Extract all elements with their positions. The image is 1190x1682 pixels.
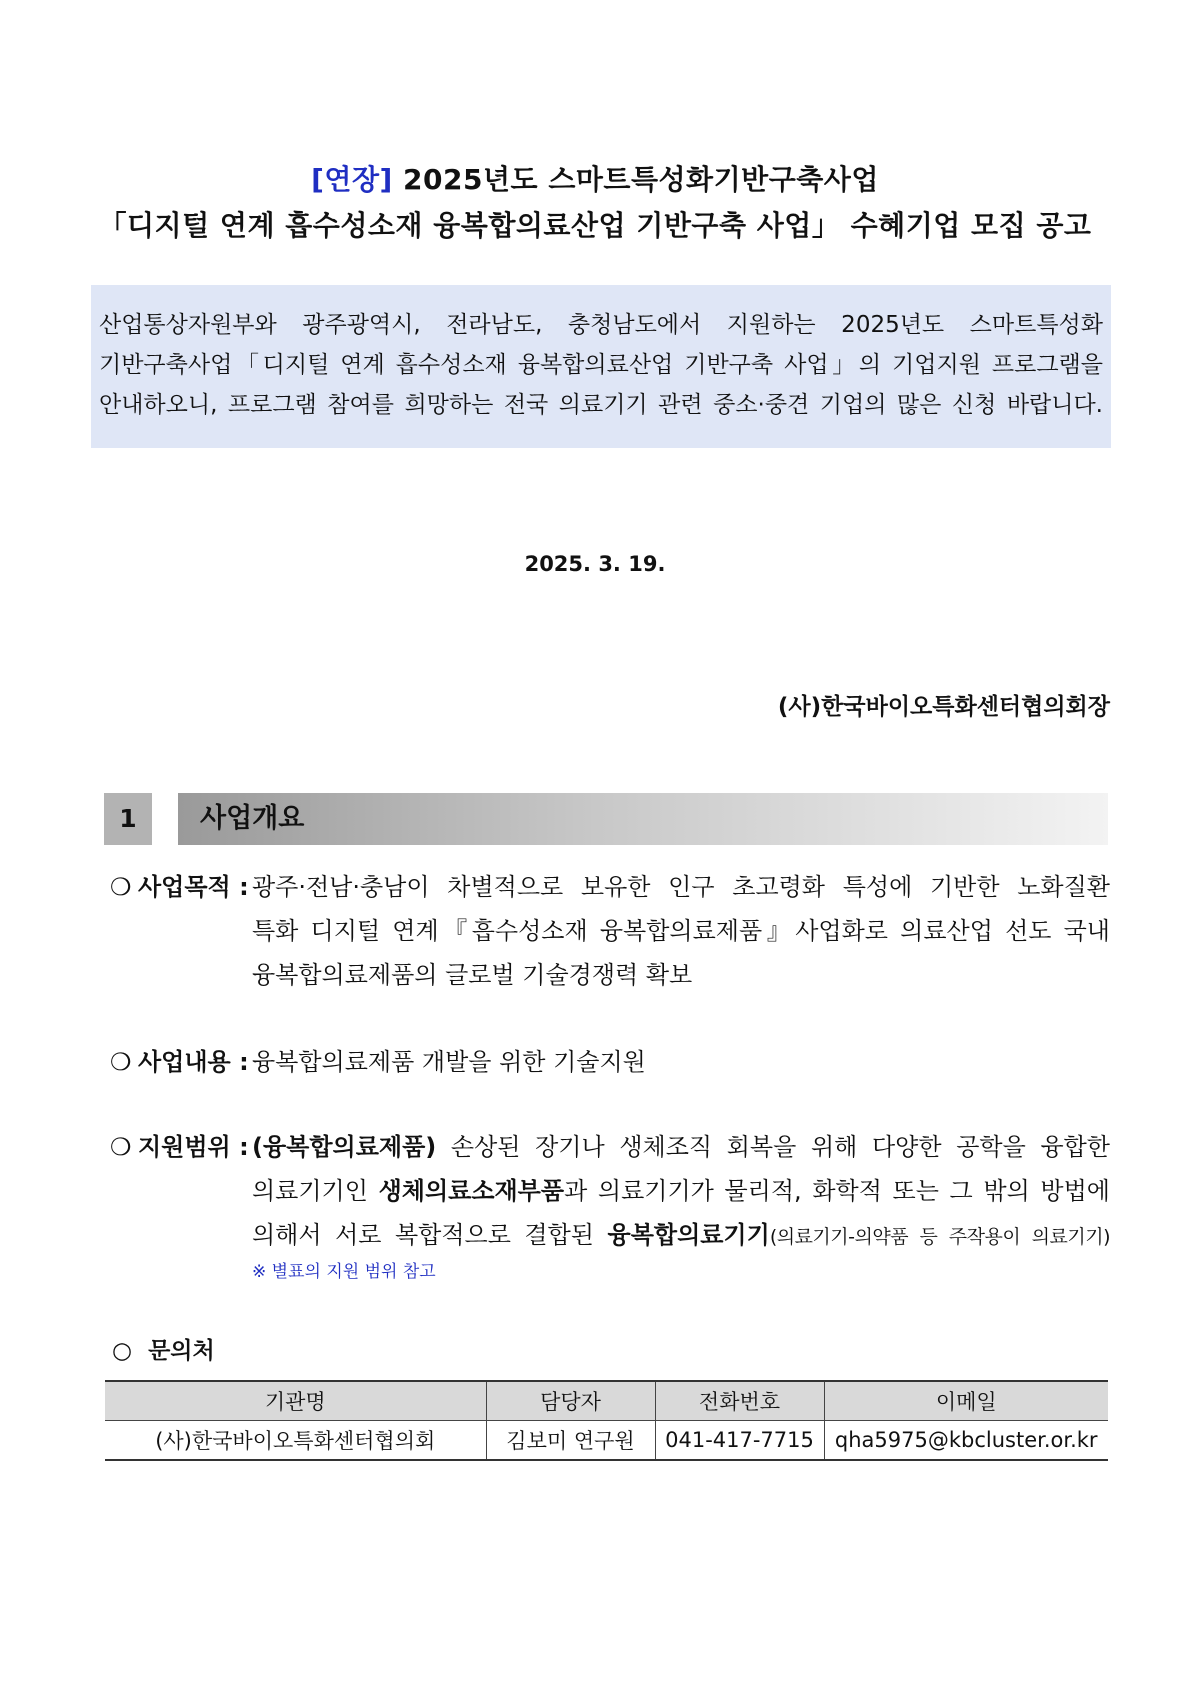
notice-title-line2: 「디지털 연계 흡수성소재 융복합의료산업 기반구축 사업」 수혜기업 모집 공고 <box>98 209 1092 242</box>
scope-note: ※ 별표의 지원 범위 참고 <box>252 1262 436 1282</box>
circle-bullet-icon: ○ <box>112 1338 133 1364</box>
table-cell-organization: (사)한국바이오특화센터협의회 <box>105 1421 486 1461</box>
scope-bold-term: 생체의료소재부품 <box>378 1177 565 1205</box>
item-content <box>110 1040 1110 1084</box>
item-line <box>252 1125 1110 1169</box>
scope-bold-term: 융복합의료기기 <box>607 1221 770 1249</box>
scope-text: 의해서 서로 복합적으로 결합된 <box>252 1221 608 1249</box>
notice-title-line1 <box>0 158 1190 198</box>
scope-text: 과 의료기기가 물리적, 화학적 또는 그 밖의 방법에 <box>564 1177 1110 1205</box>
item-line: 특화 디지털 연계『흡수성소재 융복합의료제품』사업화로 의료산업 선도 국내 <box>252 917 1110 945</box>
scope-text: 의료기기인 <box>252 1177 379 1205</box>
intro-box <box>91 285 1111 448</box>
table-cell-email: qha5975@kbcluster.or.kr <box>824 1421 1108 1461</box>
contact-title: 문의처 <box>148 1338 215 1364</box>
item-text: 융복합의료제품 개발을 위한 기술지원 <box>252 1048 646 1076</box>
table-cell-phone: 041-417-7715 <box>655 1421 824 1461</box>
bullet-icon: ❍ <box>110 1048 132 1076</box>
item-body <box>252 1125 1110 1285</box>
item-purpose <box>110 865 1110 1000</box>
item-label: 사업목적 : <box>138 873 249 901</box>
issuer-organization: (사)한국바이오특화센터협의회장 <box>777 694 1110 720</box>
notice-date: 2025. 3. 19. <box>524 552 666 576</box>
intro-line: 안내하오니, 프로그램 참여를 희망하는 전국 의료기기 관련 중소·중견 기업의 많은 신청 바랍니다. <box>99 392 1103 418</box>
contact-heading <box>112 1332 215 1365</box>
table-header-cell: 전화번호 <box>655 1381 824 1421</box>
table-header-row <box>105 1381 1108 1421</box>
table-row <box>105 1421 1108 1461</box>
title-line1-text: 2025년도 스마트특성화기반구축사업 <box>392 163 879 196</box>
section-title: 사업개요 <box>200 803 305 834</box>
contact-table <box>105 1380 1108 1461</box>
item-line <box>252 1213 1110 1259</box>
item-label: 지원범위 : <box>138 1133 249 1161</box>
item-label: 사업내용 : <box>138 1048 249 1076</box>
item-body <box>252 865 1110 997</box>
section-header-bar <box>178 793 1108 845</box>
table-header-cell: 이메일 <box>824 1381 1108 1421</box>
intro-line: 산업통상자원부와 광주광역시, 전라남도, 충청남도에서 지원하는 2025년도 스마트특성화 <box>99 312 1103 338</box>
bullet-icon: ❍ <box>110 873 132 901</box>
intro-line: 기반구축사업「디지털 연계 흡수성소재 융복합의료산업 기반구축 사업」의 기업지원 프로그램을 <box>99 352 1103 378</box>
scope-bold-term: (융복합의료제품) <box>252 1133 437 1161</box>
scope-text: 손상된 장기나 생체조직 회복을 위해 다양한 공학을 융합한 <box>436 1133 1110 1161</box>
extension-tag: [연장] <box>311 163 393 196</box>
section-number: 1 <box>104 793 152 845</box>
bullet-icon: ❍ <box>110 1133 132 1161</box>
table-header-cell: 기관명 <box>105 1381 486 1421</box>
table-cell-person: 김보미 연구원 <box>486 1421 655 1461</box>
item-scope <box>110 1125 1110 1295</box>
item-line <box>252 1169 1110 1213</box>
item-body <box>252 1040 1110 1084</box>
item-line: 융복합의료제품의 글로벌 기술경쟁력 확보 <box>252 961 693 989</box>
scope-small-text: (의료기기-의약품 등 주작용이 의료기기) <box>769 1226 1110 1248</box>
item-line: 광주·전남·충남이 차별적으로 보유한 인구 초고령화 특성에 기반한 노화질환 <box>252 873 1110 901</box>
table-header-cell: 담당자 <box>486 1381 655 1421</box>
